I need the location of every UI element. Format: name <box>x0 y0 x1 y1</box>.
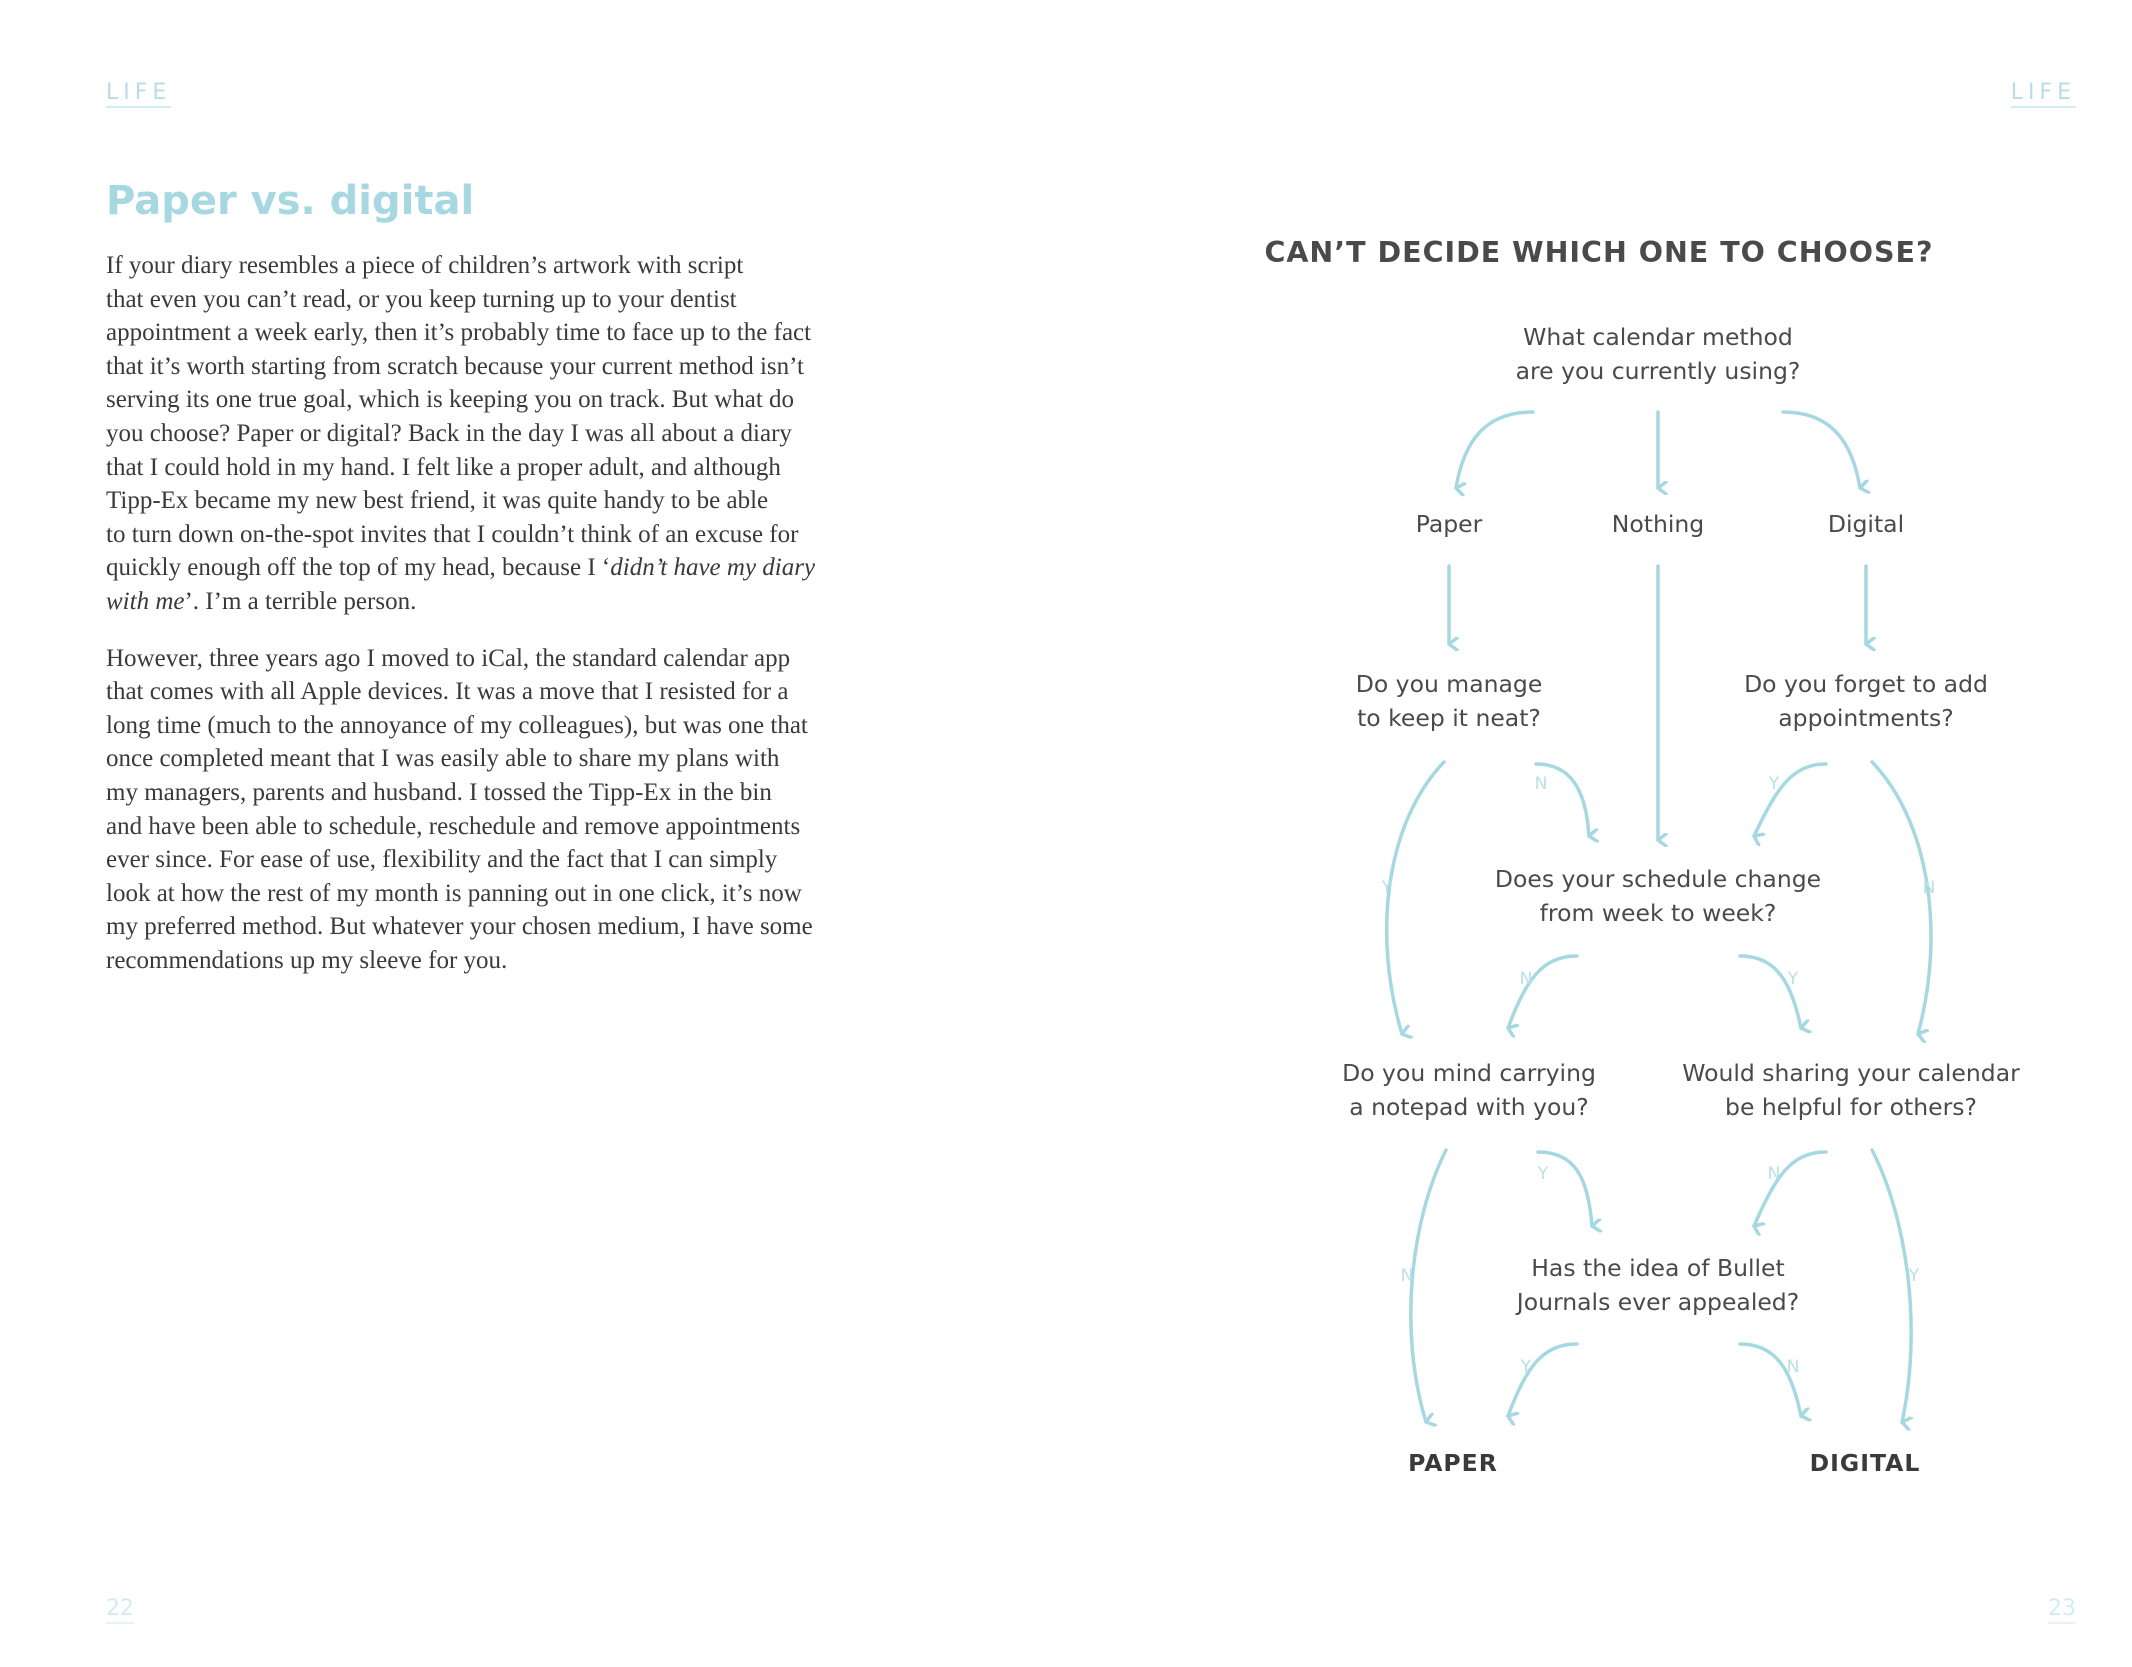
paragraph-1 <box>106 249 896 619</box>
question-forget-appointments <box>1744 667 1988 735</box>
arrow-notepad-no <box>1411 1150 1446 1422</box>
running-head: LIFE <box>2011 80 2076 108</box>
node-line: Do you manage <box>1355 670 1543 698</box>
text-line: serving its one true goal, which is keeping you on track. But what do <box>106 386 795 414</box>
text-line: Tipp-Ex became my new best friend, it was quite handy to be able <box>106 487 769 515</box>
question-keep-neat <box>1356 667 1543 735</box>
node-line: from week to week? <box>1539 899 1777 927</box>
flowchart-heading: CAN’T DECIDE WHICH ONE TO CHOOSE? <box>1264 236 1934 269</box>
node-line: Do you forget to add <box>1744 670 1988 698</box>
node-line: Would sharing your calendar <box>1682 1059 2020 1087</box>
text-line: However, three years ago I moved to iCal, the standard calendar app <box>106 644 791 672</box>
node-line: Do you mind carrying <box>1342 1059 1596 1087</box>
node-line: a notepad with you? <box>1349 1093 1589 1121</box>
arrow-sharing-yes <box>1872 1150 1911 1422</box>
node-line: Has the idea of Bullet <box>1531 1254 1785 1282</box>
node-line: What calendar method <box>1523 323 1793 351</box>
arrow-sharing-no <box>1754 1152 1826 1226</box>
text-line: that even you can’t read, or you keep turning up to your dentist <box>106 285 737 313</box>
option-digital: Digital <box>1827 510 1905 538</box>
outcome-digital: DIGITAL <box>1809 1449 1921 1477</box>
branch-label-notepad-yes: Y <box>1537 1164 1549 1184</box>
arrow-neat-yes <box>1387 762 1444 1034</box>
text-line: long time (much to the annoyance of my colleagues), but was one that <box>106 711 808 739</box>
text-line: ever since. For ease of use, flexibility and the fact that I can simply <box>106 846 778 874</box>
arrow-bullet-yes <box>1508 1344 1577 1416</box>
text-line: and have been able to schedule, reschedule and remove appointments <box>106 812 801 840</box>
text-line: If your diary resembles a piece of children’s artwork with script <box>106 252 744 279</box>
paragraph-2 <box>106 642 896 978</box>
right-page <box>1066 0 2132 1667</box>
text-segment: quickly enough off the top of my head, because I ‘ <box>106 554 611 582</box>
question-sharing-calendar <box>1682 1056 2020 1124</box>
question-carry-notepad <box>1342 1056 1596 1124</box>
arrow-forget-yes <box>1754 764 1826 836</box>
text-line: that comes with all Apple devices. It was a move that I resisted for a <box>106 678 789 706</box>
arrow-schedule-no <box>1508 956 1577 1028</box>
text-segment: ’. I’m a terrible person. <box>184 587 417 615</box>
arrow-forget-no <box>1872 762 1931 1034</box>
node-line: be helpful for others? <box>1725 1093 1977 1121</box>
text-line: my preferred method. But whatever your chosen medium, I have some <box>106 913 813 941</box>
branch-label-bullet-yes: Y <box>1520 1357 1532 1377</box>
arrow-bullet-no <box>1740 1344 1801 1416</box>
text-line <box>106 585 896 619</box>
running-head: LIFE <box>106 80 171 108</box>
branch-label-sharing-yes: Y <box>1908 1266 1920 1286</box>
branch-label-neat-yes: Y <box>1381 878 1393 898</box>
text-line: you choose? Paper or digital? Back in the day I was all about a diary <box>106 419 792 447</box>
text-line <box>106 551 896 585</box>
branch-label-forget-no: N <box>1922 878 1936 898</box>
option-paper: Paper <box>1415 510 1483 538</box>
branch-label-schedule-no: N <box>1519 969 1533 989</box>
branch-label-bullet-no: N <box>1786 1357 1800 1377</box>
branch-label-sharing-no: N <box>1767 1164 1781 1184</box>
text-line: look at how the rest of my month is panning out in one click, it’s now <box>106 879 802 907</box>
node-line: to keep it neat? <box>1357 704 1541 732</box>
text-line: that I could hold in my hand. I felt like a proper adult, and although <box>106 453 781 481</box>
question-schedule-change <box>1495 862 1821 930</box>
branch-label-notepad-no: N <box>1400 1266 1414 1286</box>
node-line: appointments? <box>1778 704 1954 732</box>
branch-label-forget-yes: Y <box>1768 774 1780 794</box>
text-line: my managers, parents and husband. I tossed the Tipp-Ex in the bin <box>106 778 772 806</box>
text-line: recommendations up my sleeve for you. <box>106 946 508 974</box>
body-text <box>106 249 896 1000</box>
branch-label-schedule-yes: Y <box>1787 969 1799 989</box>
text-line: that it’s worth starting from scratch because your current method isn’t <box>106 352 804 380</box>
page-number: 23 <box>2048 1596 2076 1624</box>
arrow-schedule-yes <box>1740 956 1801 1028</box>
italic-quote: didn’t have my diary <box>610 554 816 582</box>
node-line: Journals ever appealed? <box>1516 1288 1800 1316</box>
branch-label-neat-no: N <box>1534 774 1548 794</box>
text-line: once completed meant that I was easily able to share my plans with <box>106 745 780 773</box>
question-bullet-journals <box>1517 1251 1799 1319</box>
start-question <box>1516 320 1801 388</box>
arrow-start-digital <box>1783 412 1860 488</box>
outcome-paper: PAPER <box>1408 1449 1498 1477</box>
section-title: Paper vs. digital <box>106 178 475 224</box>
italic-quote: with me <box>106 587 185 615</box>
node-line: Does your schedule change <box>1494 865 1822 893</box>
text-line: to turn down on-the-spot invites that I couldn’t think of an excuse for <box>106 520 799 548</box>
option-nothing: Nothing <box>1611 510 1705 538</box>
arrow-start-paper <box>1456 412 1533 488</box>
page-number: 22 <box>106 1596 134 1624</box>
text-line: appointment a week early, then it’s probably time to face up to the fact <box>106 319 812 347</box>
node-line: are you currently using? <box>1515 357 1801 385</box>
